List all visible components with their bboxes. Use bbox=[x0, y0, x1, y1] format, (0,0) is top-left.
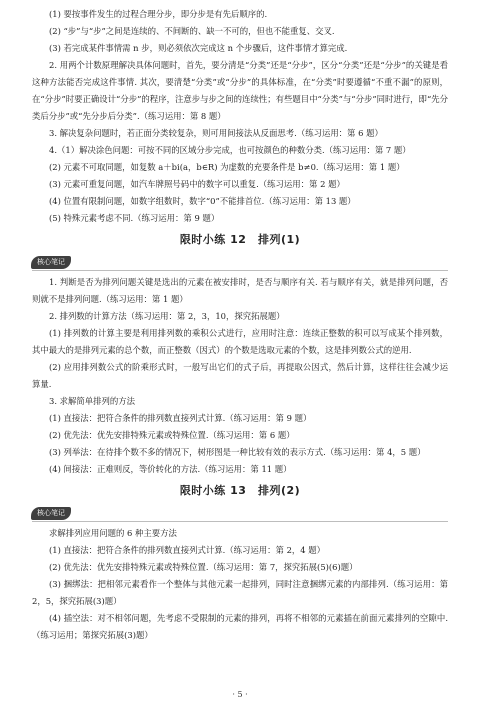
paragraph: (3) 元素可重复问题，如汽车牌照号码中的数字可以重复.（练习运用：第 2 题） bbox=[49, 179, 345, 189]
core-notes-badge: 核心笔记 bbox=[31, 256, 71, 269]
paragraph: (4) 插空法：对不相邻问题，先考虑不受限制的元素的排列，再将不相邻的元素插在前面元素排列的空隙中.（练习运用；第探究拓展(3)题） bbox=[32, 613, 448, 640]
paragraph: (3) 捆绑法：把相邻元素看作一个整体与其他元素一起排列，同时注意捆绑元素的内部排列.（练习运用：第 2，5，探究拓展(3)题） bbox=[32, 579, 448, 606]
paragraph: (2) 优先法：优先安排特殊元素或特殊位置.（练习运用：第 7，探究拓展(5)(6)题） bbox=[49, 562, 358, 572]
paragraph: (2) 优先法：优先安排特殊元素或特殊位置.（练习运用：第 6 题） bbox=[49, 430, 295, 440]
paragraph: (1) 直接法：把符合条件的排列数直接列式计算.（练习运用：第 9 题） bbox=[49, 413, 312, 423]
paragraph: 求解排列应用问题的 6 种主要方法 bbox=[49, 528, 177, 538]
divider bbox=[32, 270, 448, 271]
paragraph: (1) 要按事件发生的过程合理分步，即分步是有先后顺序的. bbox=[49, 9, 268, 19]
paragraph: (1) 直接法：把符合条件的排列数直接列式计算.（练习运用：第 2，4 题） bbox=[49, 545, 326, 555]
section-title: 限时小练 12 排列(1) bbox=[179, 233, 301, 246]
paragraph: (2) 元素不可取同题，如复数 a＋bi(a，b∈R) 为虚数的充要条件是 b≠0.（练习运用：第 1 题） bbox=[49, 162, 405, 172]
paragraph: 4.（1）解决涂色问题：可按不同的区域分步完成，也可按颜色的种数分类.（练习运用：第 7 题） bbox=[49, 145, 411, 155]
paragraph: (3) 若完成某件事情需 n 步，则必须依次完成这 n 个步骤后，这件事情才算完成. bbox=[49, 43, 348, 53]
paragraph: (5) 特殊元素考虑不同.（练习运用：第 9 题） bbox=[49, 213, 220, 223]
paragraph: 1. 判断是否为排列问题关键是选出的元素在被安排时，是否与顺序有关. 若与顺序有关，就是排列问题，否则就不是排列问题.（练习运用：第 1 题） bbox=[32, 277, 448, 304]
paragraph: 2. 用两个计数原理解决具体问题时，首先，要分清是“分类”还是“分步”，区分“分类”还是“分步”的关键是看这种方法能否完成这件事情. 其次，要清楚“分类”或“分步”的具体标准，在“分类”时要遵循“不重不漏”的原则，在“分步”时要正确设计“分步”的程序，注意步与步之间的连续性；有些题目中“分类”与“分步”同时进行，即“先分类后分步”或“先分步后分类”.（练习运用：第 8 题） bbox=[32, 60, 448, 121]
section-title: 限时小练 13 排列(2) bbox=[179, 484, 301, 497]
paragraph: (1) 排列数的计算主要是利用排列数的乘积公式进行，应用时注意：连续正整数的积可以写成某个排列数，其中最大的是排列元素的总个数，而正整数（因式）的个数是选取元素的个数，这是排列数公式的逆用. bbox=[32, 328, 448, 355]
paragraph: (4) 间接法：正难则反，等价转化的方法.（练习运用：第 11 题） bbox=[49, 464, 292, 474]
paragraph: (3) 列举法：在待排个数不多的情况下，树形图是一种比较有效的表示方式.（练习运用：第 4，5 题） bbox=[49, 447, 426, 457]
paragraph: 3. 求解简单排列的方法 bbox=[49, 396, 136, 406]
divider bbox=[32, 521, 448, 522]
core-notes-badge: 核心笔记 bbox=[31, 507, 71, 520]
paragraph: (4) 位置有限制问题，如数字组数时，数字“0”不能排首位.（练习运用：第 13 题） bbox=[49, 196, 356, 206]
page-number: · 5 · bbox=[232, 690, 248, 699]
paragraph: (2) 应用排列数公式的阶乘形式时，一般写出它们的式子后，再提取公因式，然后计算，这样往往会减少运算量. bbox=[32, 362, 448, 389]
paragraph: (2) “步”与“步”之间是连续的、不间断的、缺一不可的，但也不能重复、交叉. bbox=[49, 26, 335, 36]
paragraph: 3. 解决复杂问题时，若正面分类较复杂，则可用间接法从反面思考.（练习运用：第 6 题） bbox=[49, 128, 383, 138]
paragraph: 2. 排列数的计算方法（练习运用：第 2，3，10，探究拓展题） bbox=[49, 311, 285, 321]
